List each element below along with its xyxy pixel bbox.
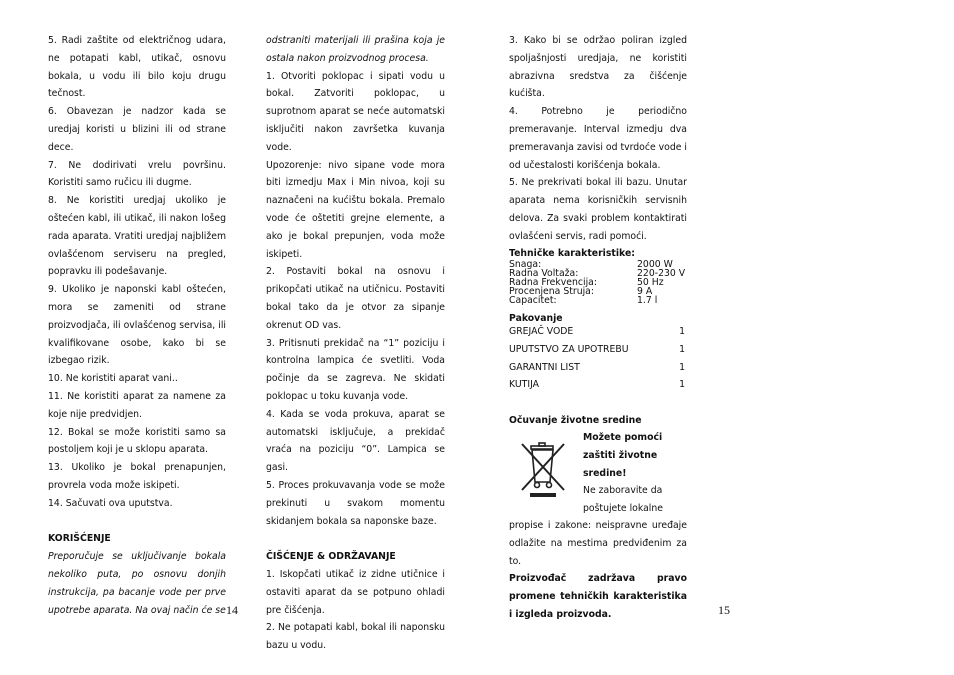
packing-item: GREJAČ VODE — [509, 326, 574, 337]
safety-item-6: 6. Obavezan je nadzor kada se uredjaj koristi u blizini ili od strane dece. — [48, 106, 226, 153]
safety-item-7: 7. Ne dodirivati vrelu površinu. Koristiti samo ručicu ili dugme. — [48, 159, 226, 189]
safety-item-10: 10. Ne koristiti aparat vani.. — [48, 373, 178, 385]
specs-title: Tehničke karakteristike: — [509, 248, 635, 259]
eco-side-text — [583, 429, 693, 518]
spec-value: 50 Hz — [637, 276, 664, 288]
cleaning-step-3: 3. Kako bi se održao poliran izgled spoljašnjosti uredjaja, ne koristiti abrazivna sredstva za čišćenje kućišta. — [509, 35, 687, 100]
usage-step-4: 4. Kada se voda prokuva, aparat se automatski isključuje, a prekidač vraća na poziciju “0”. Lampica se gasi. — [266, 408, 445, 474]
spec-label: Radna Voltaža: — [509, 267, 579, 279]
spec-value: 220-230 V — [637, 267, 686, 279]
usage-heading: KORIŠĆENJE — [48, 533, 111, 545]
spec-label: Snaga: — [509, 259, 542, 270]
safety-item-12: 12. Bokal se može koristiti samo sa postoljem koji je u sklopu aparata. — [48, 426, 226, 456]
packing-row — [509, 379, 685, 390]
usage-intro-continued: odstraniti materijali ili prašina koja je ostala nakon proizvodnog procesa. — [266, 35, 445, 64]
spec-label: Capacitet: — [509, 294, 557, 306]
packing-item: UPUTSTVO ZA UPOTREBU — [509, 344, 629, 355]
cleaning-step-1: 1. Iskopčati utikač iz zidne utičnice i ostaviti aparat da se potpuno ohladi pre čišćenja. — [266, 568, 445, 616]
safety-item-9: 9. Ukoliko je naponski kabl oštećen, mora se zameniti od strane proizvodjača, ili ovlašćenog servisa, ili kvalifikovane osobe, kako bi se izbegao rizik. — [48, 284, 226, 367]
packing-qty: 1 — [679, 362, 685, 373]
safety-item-13: 13. Ukoliko je bokal prenapunjen, provrela voda može iskipeti. — [48, 462, 226, 491]
eco-bold-line: zaštiti životne — [583, 449, 658, 461]
right-column — [509, 32, 687, 246]
cleaning-heading: ČIŠĆENJE & ODRŽAVANJE — [266, 551, 396, 563]
left-column-1 — [48, 32, 226, 619]
spec-row — [509, 294, 685, 306]
eco-bold-line: sredine! — [583, 467, 627, 479]
spec-value: 1.7 l — [637, 294, 658, 306]
usage-step-2: 2. Postaviti bokal na osnovu i prikopčati utikač na utičnicu. Postaviti bokal tako da je otvor za sipanje okrenut OD vas. — [266, 266, 445, 331]
packing-row — [509, 344, 685, 355]
page-number-left: 14 — [226, 603, 238, 617]
usage-step-5: 5. Proces prokuvavanja vode se može prekinuti u svakom momentu skidanjem bokala sa naponske baze. — [266, 479, 445, 527]
spec-label: Radna Frekvencija: — [509, 276, 598, 288]
packing-item: KUTIJA — [509, 379, 540, 390]
packing-row — [509, 362, 685, 373]
packing-title: Pakovanje — [509, 313, 563, 324]
packing-row — [509, 326, 685, 337]
safety-item-8: 8. Ne koristiti uredjaj ukoliko je oštećen kabl, ili utikač, ili nakon lošeg rada aparata. Vratiti uredjaj najbližem ovlašćenom serviseru na pregled, popravku ili podešavanje. — [48, 195, 226, 278]
eco-line: Ne zaboravite da — [583, 485, 663, 497]
left-column-2 — [266, 32, 445, 655]
cleaning-step-5: 5. Ne prekrivati bokal ili bazu. Unutar aparata nema korisničkih servisnih delova. Za svaki problem kontaktirati ovlašćeni servis, radi pomoći. — [509, 177, 687, 242]
eco-note: Proizvođač zadržava pravo promene tehničkih karakteristika i izgleda proizvoda. — [509, 573, 687, 620]
usage-step-1: 1. Otvoriti poklopac i sipati vodu u bokal. Zatvoriti poklopac, u suprotnom aparat se neće automatski isključiti nakon završetka kuvanja vode. — [266, 70, 445, 153]
crossed-out-wheelie-bin-icon — [518, 440, 568, 498]
eco-title: Očuvanje životne sredine — [509, 415, 642, 426]
spec-value: 2000 W — [637, 259, 673, 270]
spec-label: Procenjena Struja: — [509, 285, 594, 297]
packing-qty: 1 — [679, 326, 685, 337]
usage-step-3: 3. Pritisnuti prekidač na “1” poziciju i kontrolna lampica će svetliti. Voda počinje da se zagreva. Ne skidati poklopac u toku kuvanja vode. — [266, 337, 445, 402]
cleaning-step-2: 2. Ne potapati kabl, bokal ili naponsku bazu u vodu. — [266, 622, 445, 652]
cleaning-step-4: 4. Potrebno je periodično premeravanje. Interval izmedju dva premeravanja zavisi od tvrdoće vode i od učestalosti korišćenja bokala. — [509, 106, 687, 171]
usage-intro: Preporučuje se uključivanje bokala nekoliko puta, po osnovu donjih instrukcija, pa bacanje vode per prve upotrebe aparata. Na ovaj način će se — [48, 551, 226, 616]
specs-block — [509, 248, 685, 306]
eco-text: propise i zakone: neispravne uređaje odlažite na mestima predviđenim za to. — [509, 520, 687, 567]
usage-warning: Upozorenje: nivo sipane vode mora biti izmedju Max i Min nivoa, koji su naznačeni na kućištu bokala. Premalo vode će oštetiti grejne elemente, a ako je bokal prepunjen, voda može iskipeti. — [266, 159, 445, 260]
eco-bold-line: Možete pomoći — [583, 432, 663, 443]
safety-item-11: 11. Ne koristiti aparat za namene za koje nije predvidjen. — [48, 390, 226, 420]
spec-value: 9 A — [637, 285, 653, 297]
safety-item-5: 5. Radi zaštite od električnog udara, ne potapati kabl, utikač, osnovu bokala, u vodu ili bilo koju drugu tečnost. — [48, 35, 226, 100]
safety-item-14: 14. Sačuvati ova uputstva. — [48, 497, 173, 509]
packing-item: GARANTNI LIST — [509, 362, 580, 373]
packing-qty: 1 — [679, 379, 685, 390]
eco-line: poštujete lokalne — [583, 503, 663, 515]
page-number-right: 15 — [718, 603, 730, 617]
eco-bottom-text — [509, 517, 687, 624]
packing-qty: 1 — [679, 344, 685, 355]
